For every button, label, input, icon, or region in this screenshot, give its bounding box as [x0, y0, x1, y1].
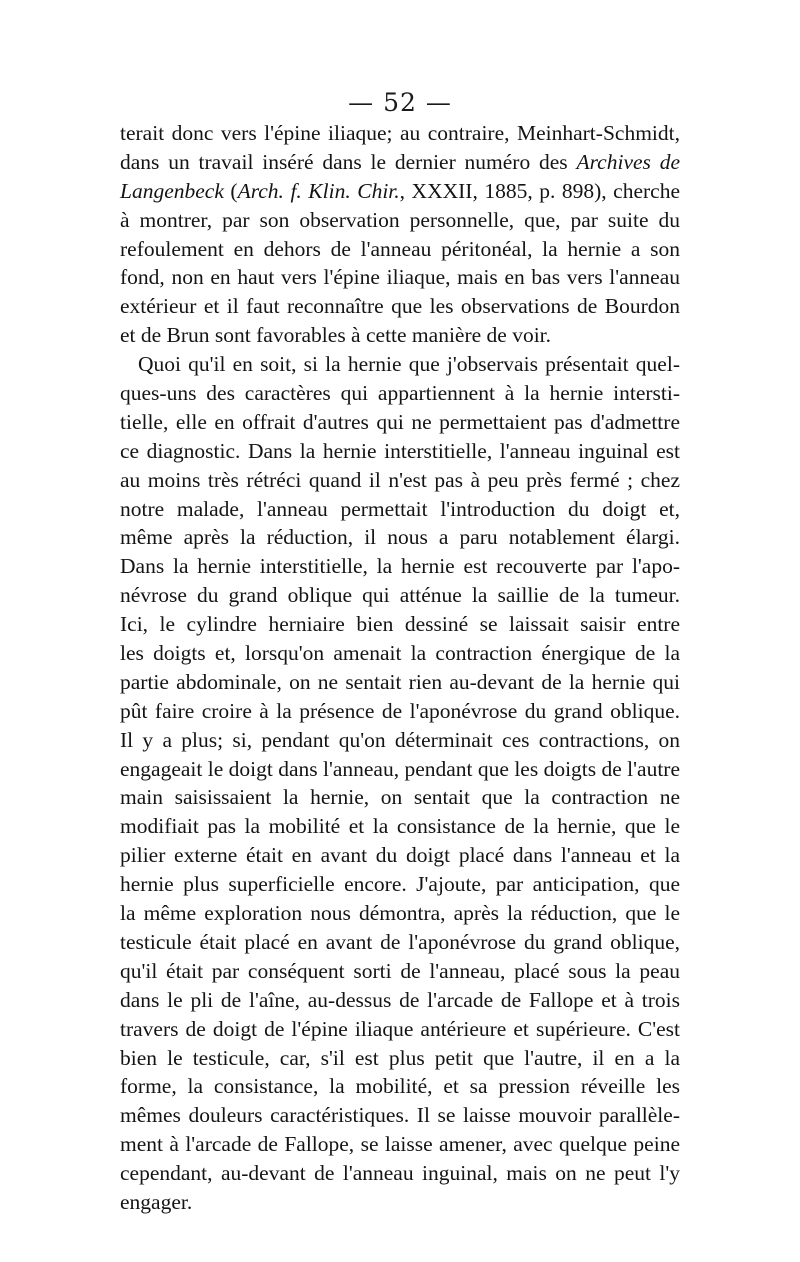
text-segment: refoulement en dehors de l'anneau péritonéal, la hernie a son: [120, 236, 680, 261]
italic-title: Langenbeck: [120, 178, 224, 203]
text-line: [120, 783, 680, 812]
text-segment: et de Brun sont favorables à cette manière de voir.: [120, 323, 552, 348]
text-line: [120, 1044, 680, 1073]
text-segment: extérieur et il faut reconnaître que les observations de Bourdon: [120, 294, 680, 319]
text-segment: la même exploration nous démontra, après la réduction, que le: [120, 901, 680, 926]
text-segment: ment à l'arcade de Fallope, se laisse amener, avec quelque peine: [120, 1132, 680, 1157]
text-line: [120, 408, 680, 437]
text-segment: cependant, au-devant de l'anneau inguinal, mais on ne peut l'y: [120, 1161, 680, 1186]
page-number: — 52 —: [348, 88, 452, 117]
text-segment: dans le pli de l'aîne, au-dessus de l'arcade de Fallope et à trois: [120, 987, 680, 1012]
text-line: [120, 379, 680, 408]
text-line: [120, 177, 680, 206]
text-segment: Il y a plus; si, pendant qu'on déterminait ces contractions, on: [120, 727, 680, 752]
text-line: [120, 1188, 680, 1217]
text-segment: testicule était placé en avant de l'aponévrose du grand oblique,: [120, 929, 680, 954]
text-line: [120, 610, 680, 639]
text-segment: qu'il était par conséquent sorti de l'anneau, placé sous la peau: [120, 958, 680, 983]
text-segment: pilier externe était en avant du doigt placé dans l'anneau et la: [120, 843, 680, 868]
text-line: [120, 986, 680, 1015]
text-segment: partie abdominale, on ne sentait rien au-devant de la hernie qui: [120, 669, 680, 694]
text-segment: au moins très rétréci quand il n'est pas à peu près fermé ; chez: [120, 467, 680, 492]
text-line: [120, 928, 680, 957]
text-line: [120, 1072, 680, 1101]
text-line: [120, 523, 680, 552]
text-segment: à montrer, par son observation personnelle, que, par suite du: [120, 207, 680, 232]
text-segment: (: [223, 178, 238, 203]
text-line: [120, 1015, 680, 1044]
text-segment: engager.: [120, 1189, 193, 1214]
text-line: [120, 581, 680, 610]
text-line: [120, 292, 680, 321]
text-line: [120, 206, 680, 235]
text-segment: hernie plus superficielle encore. J'ajoute, par anticipation, que: [120, 872, 680, 897]
text-line: [120, 148, 680, 177]
body-text: [120, 119, 680, 1217]
text-line: [120, 466, 680, 495]
text-line: [120, 263, 680, 292]
text-segment: notre malade, l'anneau permettait l'introduction du doigt et,: [120, 496, 680, 521]
text-segment: Quoi qu'il en soit, si la hernie que j'observais présentait quel-: [138, 352, 680, 377]
text-segment: bien le testicule, car, s'il est plus petit que l'autre, il en a la: [120, 1045, 680, 1070]
text-segment: terait donc vers l'épine iliaque; au contraire, Meinhart-Schmidt,: [120, 121, 680, 145]
text-line: [120, 812, 680, 841]
text-line: [120, 899, 680, 928]
text-line: [120, 697, 680, 726]
text-segment: dans un travail inséré dans le dernier numéro des: [120, 149, 577, 174]
text-segment: tielle, elle en offrait d'autres qui ne permettaient pas d'admettre: [120, 409, 680, 434]
text-line: [120, 668, 680, 697]
text-line: [120, 350, 680, 379]
text-line: [120, 841, 680, 870]
text-segment: pût faire croire à la présence de l'aponévrose du grand oblique.: [120, 698, 680, 723]
text-segment: les doigts et, lorsqu'on amenait la contraction énergique de la: [120, 641, 680, 666]
italic-title: Archives de: [576, 149, 680, 174]
text-line: [120, 552, 680, 581]
text-line: [120, 321, 680, 350]
text-segment: fond, non en haut vers l'épine iliaque, mais en bas vers l'anneau: [120, 265, 680, 290]
text-line: [120, 235, 680, 264]
text-segment: engageait le doigt dans l'anneau, pendant que les doigts de l'autre: [120, 756, 680, 781]
text-segment: main saisissaient la hernie, on sentait que la contraction ne: [120, 785, 680, 810]
text-line: [120, 755, 680, 784]
text-line: [120, 437, 680, 466]
text-segment: modifiait pas la mobilité et la consistance de la hernie, que le: [120, 814, 680, 839]
text-segment: névrose du grand oblique qui atténue la saillie de la tumeur.: [120, 583, 680, 608]
text-segment: ce diagnostic. Dans la hernie interstitielle, l'anneau inguinal est: [120, 438, 680, 463]
text-segment: ques-uns des caractères qui appartiennent à la hernie intersti-: [120, 381, 680, 406]
text-line: [120, 1130, 680, 1159]
italic-title: Arch. f. Klin. Chir.: [237, 178, 400, 203]
text-segment: Dans la hernie interstitielle, la hernie est recouverte par l'apo-: [120, 554, 680, 579]
text-line: [120, 119, 680, 148]
text-line: [120, 639, 680, 668]
text-segment: Ici, le cylindre herniaire bien dessiné se laissait saisir entre: [120, 612, 680, 637]
text-line: [120, 1101, 680, 1130]
text-line: [120, 1159, 680, 1188]
text-line: [120, 870, 680, 899]
text-segment: , XXXII, 1885, p. 898), cherche: [399, 178, 680, 203]
text-segment: forme, la consistance, la mobilité, et sa pression réveille les: [120, 1074, 680, 1099]
text-line: [120, 957, 680, 986]
text-segment: même après la réduction, il nous a paru notablement élargi.: [120, 525, 680, 550]
text-segment: travers de doigt de l'épine iliaque antérieure et supérieure. C'est: [120, 1016, 680, 1041]
text-line: [120, 726, 680, 755]
text-segment: mêmes douleurs caractéristiques. Il se laisse mouvoir parallèle-: [120, 1103, 680, 1128]
text-line: [120, 495, 680, 524]
